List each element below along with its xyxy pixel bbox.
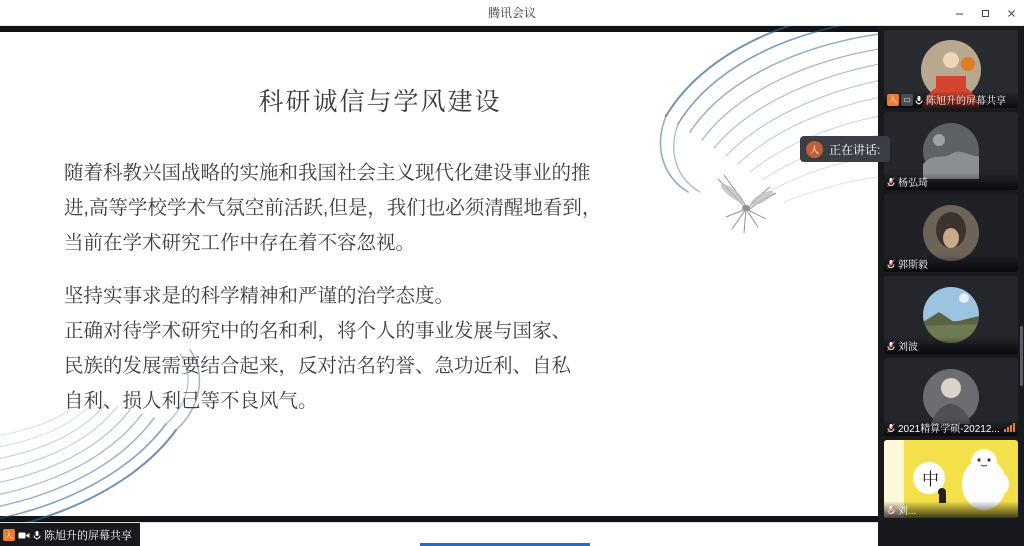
bottom-bar bbox=[0, 522, 1024, 546]
shared-screen-stage[interactable] bbox=[0, 26, 881, 522]
stage-letterbox-top bbox=[0, 26, 878, 32]
participant-name: 杨弘琦 bbox=[898, 178, 928, 189]
speaking-indicator-toast bbox=[800, 136, 890, 162]
mic-icon[interactable] bbox=[33, 530, 41, 540]
slide-paragraph-3: 当前在学术研究工作中存在着不容忽视。 bbox=[64, 232, 416, 254]
slide-paragraph-4: 坚持实事求是的科学精神和严谨的治学态度。 bbox=[64, 285, 455, 307]
speaking-label: 正在讲话: bbox=[829, 142, 881, 157]
participant-tile[interactable] bbox=[884, 30, 1018, 108]
slide-body bbox=[64, 156, 684, 419]
screen-share-status-chip[interactable] bbox=[0, 523, 140, 546]
participant-namebar bbox=[884, 255, 1018, 272]
slide-paragraph-gap bbox=[64, 261, 684, 279]
camera-badge-icon: ▭ bbox=[901, 94, 913, 106]
network-signal-icon bbox=[1004, 423, 1015, 432]
mic-muted-icon bbox=[887, 177, 895, 187]
participant-namebar bbox=[884, 173, 1018, 190]
share-owner-icon: 人 bbox=[5, 530, 13, 540]
participant-namebar bbox=[884, 419, 1018, 436]
participant-tile[interactable] bbox=[884, 440, 1018, 518]
speaker-avatar: 人 bbox=[806, 141, 823, 158]
maximize-icon bbox=[980, 8, 991, 19]
mic-on-icon bbox=[915, 95, 923, 105]
participant-namebar bbox=[884, 337, 1018, 354]
mic-muted-icon bbox=[887, 259, 895, 269]
participant-name: 刘... bbox=[898, 506, 917, 517]
minimize-icon bbox=[954, 8, 965, 19]
rail-bottom-strip bbox=[878, 522, 1024, 546]
mic-muted-icon bbox=[887, 505, 895, 515]
slide-paragraph-1: 随着科教兴国战略的实施和我国社会主义现代化建设事业的推 bbox=[64, 162, 591, 184]
participant-tile[interactable] bbox=[884, 358, 1018, 436]
share-status-label: 陈旭升的屏幕共享 bbox=[44, 530, 132, 542]
minimize-button[interactable] bbox=[946, 0, 972, 26]
maximize-button[interactable] bbox=[972, 0, 998, 26]
participant-name: 刘波 bbox=[898, 342, 918, 353]
slide-paragraph-2: 进,高等学校学术气氛空前活跃,但是，我们也必须清醒地看到， bbox=[64, 197, 602, 219]
participant-namebar bbox=[884, 91, 1018, 108]
participant-rail[interactable] bbox=[878, 26, 1024, 522]
participant-tile[interactable] bbox=[884, 112, 1018, 190]
participant-tile[interactable] bbox=[884, 276, 1018, 354]
rail-scrollbar[interactable] bbox=[1020, 326, 1023, 386]
mic-muted-icon bbox=[887, 423, 895, 433]
slide-paragraph-6: 民族的发展需要结合起来，反对沽名钓誉、急功近利、自私 bbox=[64, 355, 572, 377]
close-button[interactable] bbox=[998, 0, 1024, 26]
camera-icon[interactable] bbox=[18, 531, 30, 540]
participant-name: 陈旭升的屏幕共享 bbox=[926, 96, 1006, 107]
participant-name: 2021精算学硕-20212... bbox=[898, 424, 1000, 435]
participant-namebar bbox=[884, 501, 1018, 518]
window-controls bbox=[946, 0, 1024, 26]
title-bar bbox=[0, 0, 1024, 26]
slide-paragraph-5: 正确对待学术研究中的名和利，将个人的事业发展与国家、 bbox=[64, 320, 572, 342]
mic-muted-icon bbox=[887, 341, 895, 351]
svg-text:中: 中 bbox=[922, 470, 939, 489]
window-title: 腾讯会议 bbox=[487, 6, 536, 20]
slide-paragraph-7: 自利、损人利己等不良风气。 bbox=[64, 390, 318, 412]
close-icon bbox=[1006, 8, 1017, 19]
slide-title: 科研诚信与学风建设 bbox=[258, 88, 502, 116]
share-badge-icon: 人 bbox=[889, 95, 897, 104]
participant-tile[interactable] bbox=[884, 194, 1018, 272]
dragonfly-illustration bbox=[700, 171, 790, 241]
participant-name: 郭斯毅 bbox=[898, 260, 928, 271]
